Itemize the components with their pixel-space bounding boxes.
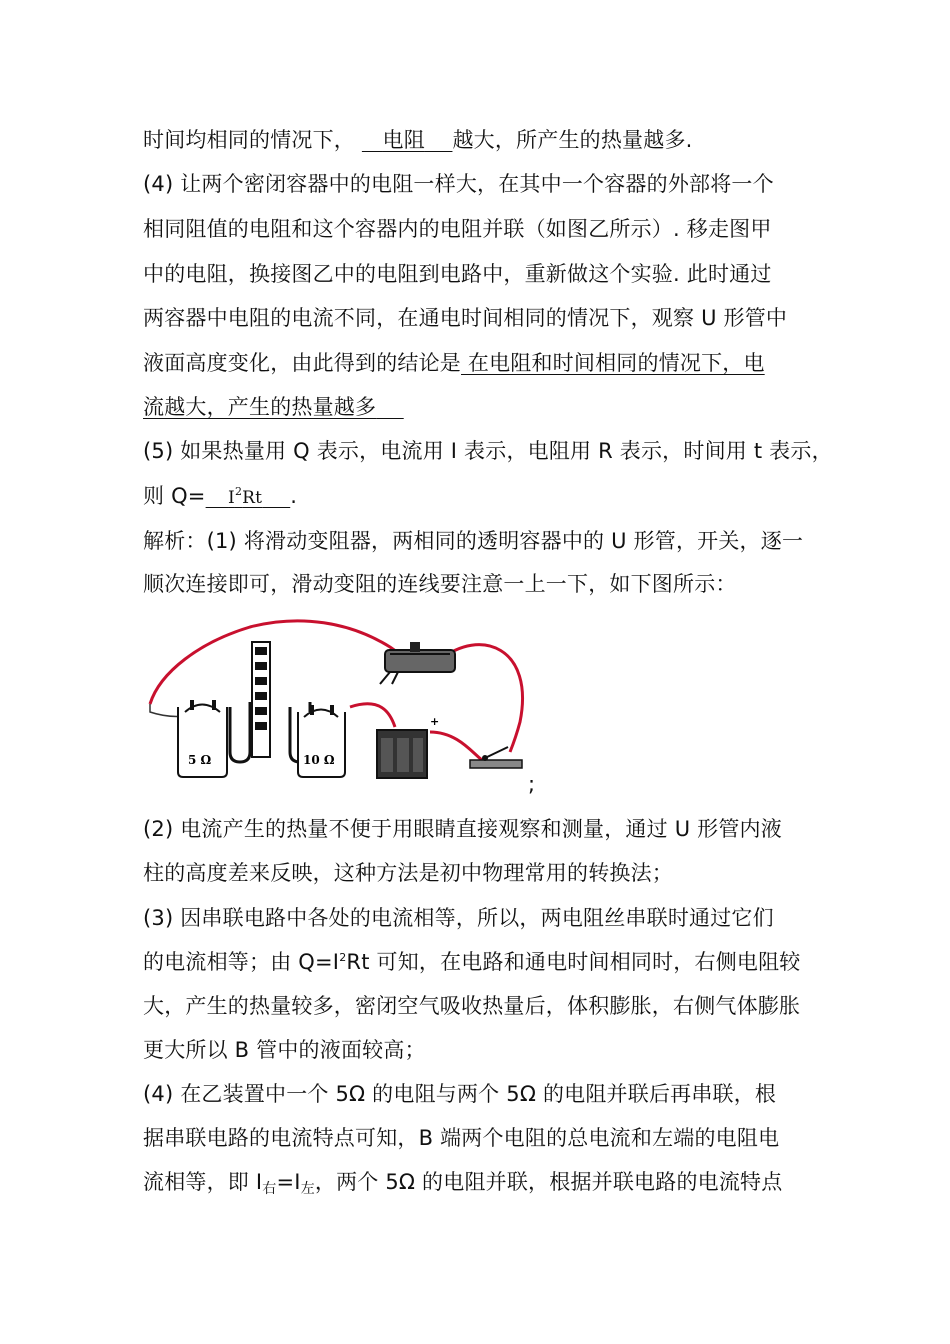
text-line [143,349,765,377]
text-line [143,948,801,976]
text-line: 中的电阻，换接图乙中的电阻到电路中，重新做这个实验. 此时通过 [143,262,772,286]
superscript: 2 [339,951,347,964]
wire [350,704,395,727]
formula-blank: $I^2Rt$ [228,485,263,508]
answer-blank: 电阻 [382,128,425,152]
text-line: 顺次连接即可，滑动变阻的连线要注意一上一下，如下图所示： [143,572,737,596]
text-line: 据串联电路的电流特点可知，B 端两个电阻的总电流和左端的电阻电 [143,1126,780,1150]
line-text: 越大，所产生的热量越多. [452,128,693,152]
text-line [143,482,297,512]
right-container [298,705,345,777]
text-line: (2) 电流产生的热量不便于用眼睛直接观察和测量，通过 U 形管内液 [143,817,782,841]
answer-blank: 在电阻和时间相同的情况下，电 [461,351,765,375]
line-text: 液面高度变化，由此得到的结论是 [143,351,461,375]
answer-blank: 流越大，产生的热量越多 [143,395,377,419]
text-line [143,1168,782,1196]
battery [377,715,439,778]
text-line: 两容器中电阻的电流不同，在通电时间相同的情况下，观察 U 形管中 [143,306,788,330]
text-line: (4) 让两个密闭容器中的电阻一样大，在其中一个容器的外部将一个 [143,172,774,196]
text-line: (5) 如果热量用 Q 表示，电流用 I 表示，电阻用 R 表示，时间用 t 表示， [143,439,833,463]
line-text: =I [276,1170,301,1194]
text-line: 柱的高度差来反映，这种方法是初中物理常用的转换法； [143,861,673,885]
line-text: 流相等，即 I [143,1170,263,1194]
text-line: 解析：(1) 将滑动变阻器，两相同的透明容器中的 U 形管，开关，逐一 [143,529,804,553]
left-container [178,700,227,777]
line-text: 则 Q= [143,484,206,508]
line-text: 时间均相同的情况下， [143,128,355,152]
line-text: . [290,484,298,508]
figure-semicolon: ; [528,772,536,796]
text-line: 相同阻值的电阻和这个容器内的电阻并联（如图乙所示）. 移走图甲 [143,217,772,241]
text-line [143,393,404,421]
wire [430,732,485,762]
text-line: 更大所以 B 管中的液面较高； [143,1038,426,1062]
circuit-figure [140,612,540,792]
line-text: ，两个 5Ω 的电阻并联，根据并联电路的电流特点 [314,1170,783,1194]
line-text: 的电流相等；由 Q=I [143,950,340,974]
subscript: 左 [300,1181,315,1197]
plus-sign: + [430,715,440,728]
text-line: 大，产生的热量较多，密闭空气吸收热量后，体积膨胀，右侧气体膨胀 [143,994,801,1018]
subscript: 右 [262,1181,277,1197]
line-text: Rt 可知，在电路和通电时间相同时，右侧电阻较 [346,950,801,974]
text-line: (4) 在乙装置中一个 5Ω 的电阻与两个 5Ω 的电阻并联后再串联，根 [143,1082,777,1106]
resistor-label-10: 10 Ω [303,753,335,767]
text-line [143,126,693,154]
resistor-label-5: 5 Ω [188,753,212,767]
text-line: (3) 因串联电路中各处的电流相等，所以，两电阻丝串联时通过它们 [143,906,774,930]
